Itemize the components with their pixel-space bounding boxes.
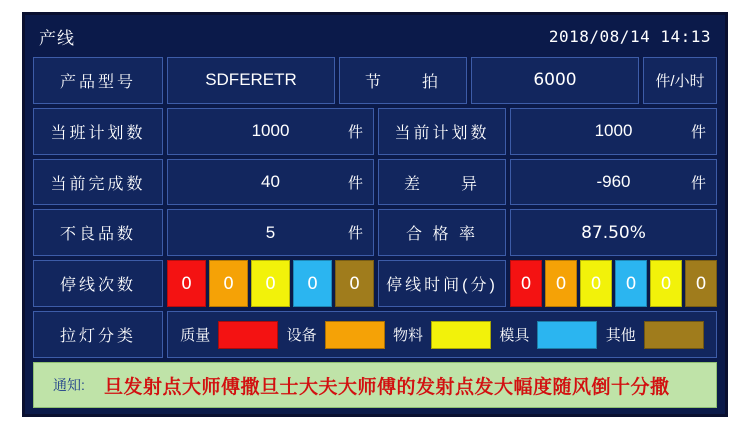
display-board [22,12,728,417]
current-done-value-cell [167,159,374,206]
table-row [33,108,717,155]
difference-unit: 件 [690,174,706,192]
current-plan-value: 1000 [594,121,633,141]
lamp-color-swatch-4 [644,321,704,349]
lamp-item-1 [287,321,385,349]
table-row [33,57,717,104]
current-plan-value-cell [510,108,717,155]
table-row [33,159,717,206]
lamp-color-swatch-1 [325,321,385,349]
shift-plan-value-cell [167,108,374,155]
shift-plan-label: 当班计划数 [33,108,163,155]
lamp-item-0 [180,321,278,349]
product-model-label: 产品型号 [33,57,163,104]
pass-rate-label: 合 格 率 [378,209,506,256]
stop-count-digit-3: 0 [293,260,332,307]
difference-label: 差 异 [378,159,506,206]
stop-count-digit-2: 0 [251,260,290,307]
table-row [33,311,717,358]
current-done-unit: 件 [347,174,363,192]
defect-count-unit: 件 [347,225,363,243]
takt-label: 节 拍 [339,57,467,104]
defect-count-value-cell [167,209,374,256]
defect-count-label: 不良品数 [33,209,163,256]
stop-time-digit-3: 0 [615,260,647,307]
page-title: 产线 [39,28,75,48]
lamp-color-swatch-2 [431,321,491,349]
shift-plan-unit: 件 [347,123,363,141]
lamp-item-label-0: 质量 [180,327,211,345]
difference-value: -960 [596,172,631,192]
board-header [25,15,725,57]
stop-count-digit-1: 0 [209,260,248,307]
current-plan-label: 当前计划数 [378,108,506,155]
stop-count-digit-0: 0 [167,260,206,307]
table-row [33,260,717,307]
stop-time-digits [510,260,717,307]
lamp-color-swatch-0 [218,321,278,349]
stop-time-digit-2: 0 [580,260,612,307]
pass-rate-value: 87.50% [510,209,717,256]
takt-unit: 件/小时 [643,57,717,104]
metrics-grid [25,57,725,358]
notice-bar [33,362,717,408]
notice-text: 旦发射点大师傅撒旦士大夫大师傅的发射点发大幅度随风倒十分撒 [104,376,670,398]
table-row [33,209,717,256]
lamp-item-label-4: 其他 [605,327,636,345]
lamp-item-label-1: 设备 [286,327,317,345]
lamp-item-2 [393,321,491,349]
current-plan-unit: 件 [690,123,706,141]
stop-time-digit-1: 0 [545,260,577,307]
lamp-item-label-3: 模具 [499,327,530,345]
product-model-value: SDFERETR [167,57,335,104]
stop-time-digit-5: 0 [685,260,717,307]
stop-time-digit-0: 0 [510,260,542,307]
takt-value: 6000 [471,57,639,104]
lamp-item-label-2: 物料 [392,327,423,345]
stop-time-label: 停线时间(分) [378,260,506,307]
stop-count-digits [167,260,374,307]
current-done-value: 40 [261,172,280,192]
lamp-color-swatch-3 [537,321,597,349]
lamp-label: 拉灯分类 [33,311,163,358]
stop-count-digit-4: 0 [335,260,374,307]
lamp-legend [167,311,717,358]
lamp-item-4 [606,321,704,349]
current-done-label: 当前完成数 [33,159,163,206]
lamp-item-3 [499,321,597,349]
stop-count-label: 停线次数 [33,260,163,307]
shift-plan-value: 1000 [251,121,290,141]
datetime-display: 2018/08/14 14:13 [548,26,711,46]
defect-count-value: 5 [265,222,276,242]
difference-value-cell [510,159,717,206]
stop-time-digit-4: 0 [650,260,682,307]
notice-label: 通知: [53,377,85,393]
